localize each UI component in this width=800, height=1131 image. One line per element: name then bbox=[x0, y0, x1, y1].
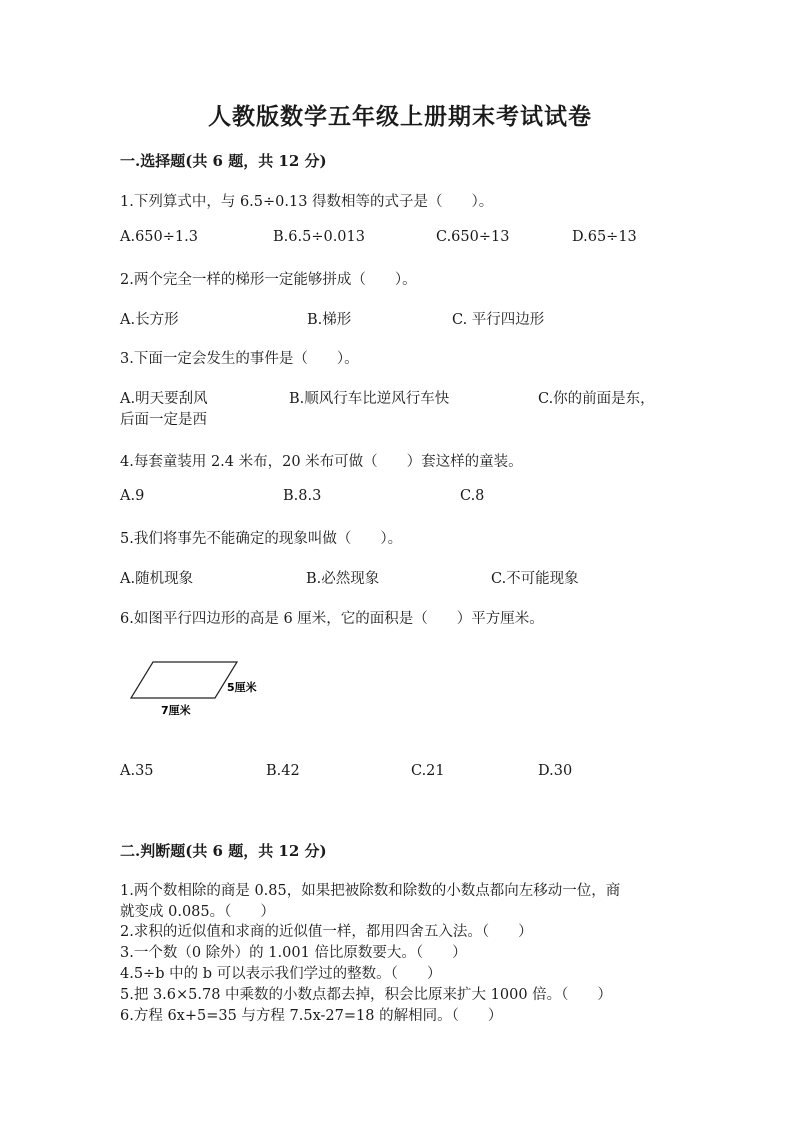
option-3b: B.顺风行车比逆风行车快 bbox=[289, 391, 450, 407]
option-5b: B.必然现象 bbox=[306, 571, 380, 587]
option-3c: C.你的前面是东， bbox=[538, 391, 655, 407]
option-4a: A.9 bbox=[120, 488, 145, 504]
option-1c: C.650÷13 bbox=[436, 229, 510, 245]
option-6a: A.35 bbox=[120, 763, 154, 779]
parallelogram-shape bbox=[131, 662, 237, 698]
exam-title: 人教版数学五年级上册期末考试试卷 bbox=[208, 103, 592, 130]
base-length-label: 7厘米 bbox=[161, 704, 191, 717]
option-2a: A.长方形 bbox=[120, 312, 179, 328]
option-4b: B.8.3 bbox=[283, 488, 322, 504]
judgment-item-2: 2.求积的近似值和求商的近似值一样，都用四舍五入法。（ ） bbox=[120, 924, 533, 940]
option-2b: B.梯形 bbox=[307, 312, 352, 328]
judgment-item-5: 5.把 3.6×5.78 中乘数的小数点都去掉，积会比原来扩大 1000 倍。（ ） bbox=[120, 987, 612, 1003]
question-4: 4.每套童装用 2.4 米布，20 米布可做（ ）套这样的童装。 bbox=[120, 454, 523, 470]
question-5: 5.我们将事先不能确定的现象叫做（ ）。 bbox=[120, 531, 403, 547]
option-1a: A.650÷1.3 bbox=[120, 229, 198, 245]
option-4c: C.8 bbox=[460, 488, 485, 504]
judgment-item-4: 4.5÷b 中的 b 可以表示我们学过的整数。（ ） bbox=[120, 966, 442, 982]
judgment-item-3: 3.一个数（0 除外）的 1.001 倍比原数要大。（ ） bbox=[120, 945, 467, 961]
option-5c: C.不可能现象 bbox=[491, 571, 579, 587]
option-3a: A.明天要刮风 bbox=[120, 391, 208, 407]
section-heading-choice: 一.选择题(共 6 题，共 12 分) bbox=[120, 152, 327, 170]
question-1: 1.下列算式中，与 6.5÷0.13 得数相等的式子是（ ）。 bbox=[120, 194, 494, 210]
question-2: 2.两个完全一样的梯形一定能够拼成（ ）。 bbox=[120, 272, 417, 288]
option-1d: D.65÷13 bbox=[572, 229, 637, 245]
option-2c: C. 平行四边形 bbox=[452, 312, 545, 328]
judgment-item-1: 1.两个数相除的商是 0.85，如果把被除数和除数的小数点都向左移动一位，商 bbox=[120, 883, 621, 899]
parallelogram-figure bbox=[125, 655, 275, 720]
option-6b: B.42 bbox=[266, 763, 300, 779]
option-6c: C.21 bbox=[411, 763, 445, 779]
judgment-item-6: 6.方程 6x+5=35 与方程 7.5x-27=18 的解相同。（ ） bbox=[120, 1008, 503, 1024]
question-3: 3.下面一定会发生的事件是（ ）。 bbox=[120, 351, 359, 367]
option-6d: D.30 bbox=[538, 763, 573, 779]
option-1b: B.6.5÷0.013 bbox=[273, 229, 365, 245]
judgment-item-1-continued: 就变成 0.085。（ ） bbox=[120, 904, 275, 920]
option-3c-continued: 后面一定是西 bbox=[120, 412, 207, 428]
side-length-label: 5厘米 bbox=[227, 681, 257, 694]
section-heading-judgment: 二.判断题(共 6 题，共 12 分) bbox=[120, 842, 327, 860]
option-5a: A.随机现象 bbox=[120, 571, 194, 587]
question-6: 6.如图平行四边形的高是 6 厘米，它的面积是（ ）平方厘米。 bbox=[120, 611, 544, 627]
